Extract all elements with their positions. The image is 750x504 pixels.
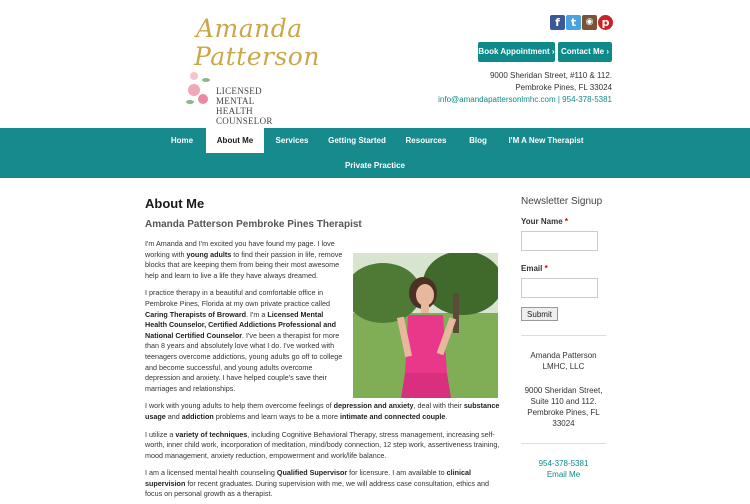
contact-block — [521, 458, 606, 480]
facebook-icon[interactable]: f — [550, 15, 565, 30]
org-address-line4: 33024 — [552, 419, 575, 428]
supervision-paragraph: I am a licensed mental health counseling Qualified Supervisor for licensure. I am available to clinical supervision for recent graduates. During supervision with me, we will address case consultation, ethics and focus on personal growth as a therapist. — [145, 468, 489, 499]
logo-name-line2: Patterson — [194, 42, 320, 71]
practice-paragraph: I practice therapy in a beautiful and comfortable office in Pembroke Pines, Florida at my own private practice called Caring Therapists of Broward. I'm a Licensed Mental Health Counselor, Certified Addictions Professional and National Certified Counselor. I've been a therapist for more than 8 years and absolutely love what I do. I've worked with teenagers overcome addictions, young adults go off to college and become successful, and young adults overcome depression and anxiety. I have helped couple's save their marriages and relationships. — [145, 288, 343, 393]
page-title: About Me — [145, 196, 205, 211]
nav-blog[interactable]: Blog — [469, 136, 487, 145]
contact-line[interactable]: info@amandapattersonlmhc.com | 954-378-5381 — [438, 95, 612, 104]
flower-decoration — [190, 72, 198, 80]
main-column — [145, 196, 500, 504]
site-logo[interactable] — [186, 12, 320, 126]
instagram-icon[interactable]: ◉ — [582, 15, 597, 30]
pinterest-icon[interactable]: p — [598, 15, 613, 30]
logo-name-line1: Amanda — [196, 14, 303, 43]
leaf-decoration — [186, 100, 194, 104]
sidebar — [521, 196, 606, 480]
nav-private-practice[interactable]: Private Practice — [344, 161, 406, 170]
book-appointment-button[interactable]: Book Appointment › — [478, 42, 555, 62]
email-label: Email * — [521, 264, 548, 273]
nav-services[interactable]: Services — [275, 136, 309, 145]
newsletter-title: Newsletter Signup — [521, 196, 603, 207]
org-address-line3: Pembroke Pines, FL — [527, 408, 600, 417]
address-line2: Pembroke Pines, FL 33024 — [515, 83, 612, 92]
nav-new-therapist[interactable]: I'M A New Therapist — [508, 136, 584, 145]
twitter-icon[interactable]: t — [566, 15, 581, 30]
org-address-line2: Suite 110 and 112. — [530, 397, 597, 406]
nav-about-me[interactable]: About Me — [206, 128, 264, 153]
content-area — [0, 178, 750, 504]
name-input[interactable] — [521, 231, 598, 251]
email-input[interactable] — [521, 278, 598, 298]
phone-link[interactable]: 954-378-5381 — [538, 459, 589, 468]
org-address-line1: 9000 Sheridan Street, — [524, 386, 603, 395]
leaf-decoration — [202, 78, 210, 82]
profile-photo — [353, 253, 498, 398]
name-label: Your Name * — [521, 217, 568, 226]
nav-resources[interactable]: Resources — [405, 136, 447, 145]
social-links — [550, 15, 613, 30]
contact-me-button[interactable]: Contact Me › — [558, 42, 612, 62]
email-me-link[interactable]: Email Me — [546, 470, 581, 479]
page-subtitle: Amanda Patterson Pembroke Pines Therapist — [145, 219, 362, 230]
logo-subtitle-line1: LICENSED MENTAL — [216, 86, 262, 106]
flower-decoration — [198, 94, 208, 104]
org-block — [521, 350, 606, 429]
header-address — [438, 70, 612, 106]
sidebar-divider — [521, 335, 606, 336]
address-line1: 9000 Sheridan Street, #110 & 112. — [489, 71, 612, 80]
work-paragraph: I work with young adults to help them overcome feelings of depression and anxiety, deal with their substance usage and addiction problems and learn ways to be a more intimate and connected couple. — [145, 401, 500, 421]
nav-getting-started[interactable]: Getting Started — [328, 136, 386, 145]
logo-subtitle-line2: HEALTH COUNSELOR — [216, 106, 273, 126]
main-nav — [0, 128, 750, 178]
flower-decoration — [188, 84, 200, 96]
intro-paragraph: I'm Amanda and I'm excited you have found my page. I love working with young adults to find their passion in life, remove blocks that are keeping them from being their most awesome help and learn to live a life they have always dreamed. — [145, 239, 343, 280]
techniques-paragraph: I utilize a variety of techniques, including Cognitive Behavioral Therapy, stress management, increasing self-worth, inner child work, incorporation of meditation, mind/body connection, 12 step work, assertiveness training, mood management, anxiety reduction, empowerment and work/life balance. — [145, 429, 500, 460]
logo-subtitle — [216, 86, 296, 126]
profile-photo-image — [353, 253, 498, 398]
nav-home[interactable]: Home — [170, 136, 194, 145]
org-credential: LMHC, LLC — [542, 362, 585, 371]
sidebar-divider — [521, 443, 606, 444]
site-header — [0, 0, 750, 128]
submit-button[interactable]: Submit — [521, 307, 558, 321]
org-name: Amanda Patterson — [530, 351, 597, 360]
